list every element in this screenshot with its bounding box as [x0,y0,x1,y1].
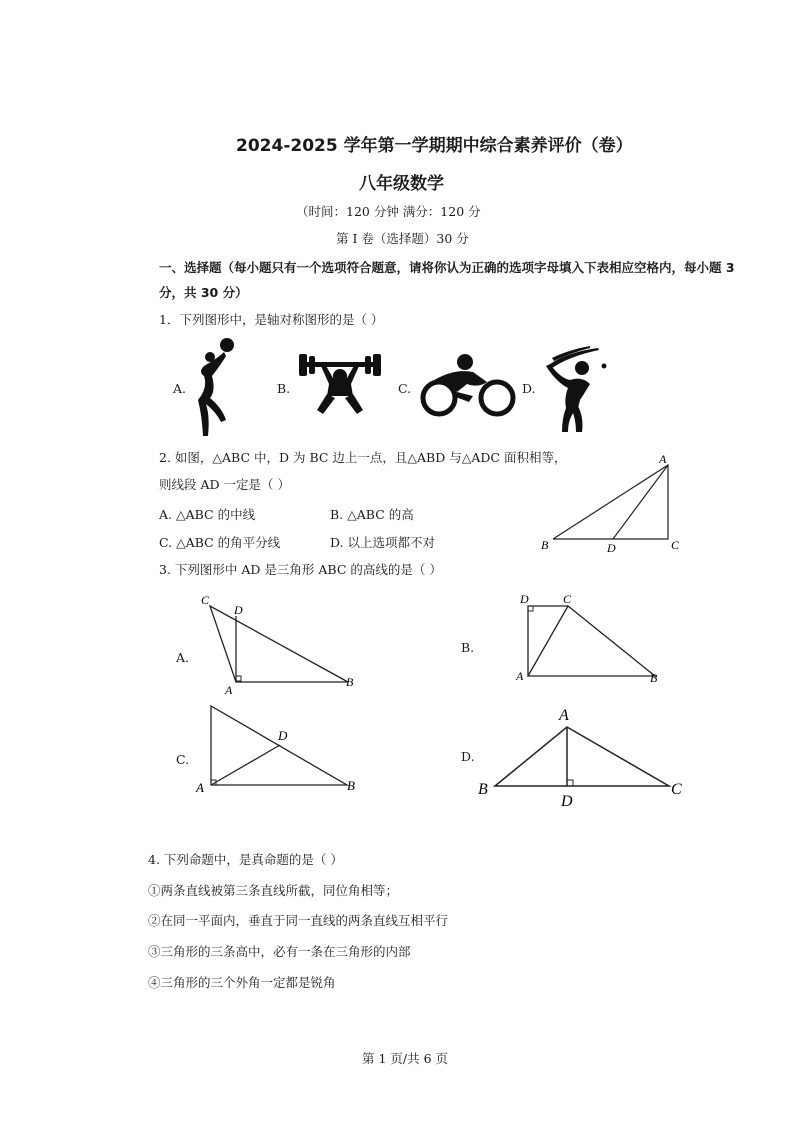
q3-option-b-label: B. [461,640,475,655]
q2-option-c: C. △ABC 的角平分线 [159,535,281,550]
section-intro-line2: 分，共 30 分） [159,285,248,300]
q3-figure-a [195,588,365,698]
q3a-label-a: A [225,683,233,697]
q3c-label-b: B [347,778,355,793]
q1-stem: 1．下列图形中，是轴对称图形的是（ ） [159,312,384,327]
q2-triangle-figure [535,448,695,558]
subject-title: 八年级数学 [359,174,444,194]
q1-option-b-label: B. [277,381,291,396]
q4-statement-3: ③三角形的三条高中，必有一条在三角形的内部 [148,944,411,959]
q1-option-a-label: A. [173,381,187,396]
time-score-info: （时间：120 分钟 满分：120 分 [296,204,481,219]
q2-label-c: C [671,538,680,552]
q3c-label-a: A [196,780,204,795]
weightlifter-icon [297,350,383,418]
q1-option-c-label: C. [398,381,412,396]
q3b-label-b: B [650,671,658,685]
q2-stem-line2: 则线段 AD 一定是（ ） [159,477,290,492]
q3-stem: 3. 下列图形中 AD 是三角形 ABC 的高线的是（ ） [159,562,442,577]
exam-title: 2024-2025 学年第一学期期中综合素养评价（卷） [236,136,633,156]
q3b-label-d: D [520,592,529,606]
q2-stem-line1: 2. 如图，△ABC 中，D 为 BC 边上一点，且△ABD 与△ADC 面积相等， [159,450,567,465]
q3-figure-d [475,702,685,812]
page-number: 第 1 页/共 6 页 [362,1051,449,1066]
q2-label-a: A [659,452,667,466]
volleyball-player-icon [190,336,250,438]
q2-option-a: A. △ABC 的中线 [159,507,256,522]
q3-figure-c [192,700,362,800]
q3d-label-a: A [559,707,569,724]
q3-option-c-label: C. [176,752,190,767]
badminton-player-icon [538,342,610,434]
q3d-label-b: B [478,781,488,798]
cyclist-icon [417,352,521,418]
q3a-label-b: B [346,675,354,689]
q3a-label-c: C [201,593,210,607]
q4-statement-4: ④三角形的三个外角一定都是锐角 [148,975,336,990]
q3b-label-a: A [516,669,524,683]
q2-label-b: B [541,538,549,552]
part-heading: 第 I 卷（选择题）30 分 [336,231,469,246]
q3-figure-b [510,588,670,688]
q2-option-d: D. 以上选项都不对 [330,535,436,550]
q3b-label-c: C [563,592,572,606]
q2-label-d: D [607,541,616,555]
q4-statement-1: ①两条直线被第三条直线所截，同位角相等； [148,883,399,898]
q4-statement-2: ②在同一平面内，垂直于同一直线的两条直线互相平行 [148,913,449,928]
q3d-label-d: D [561,793,573,810]
q4-stem: 4. 下列命题中，是真命题的是（ ） [148,852,343,867]
q3a-label-d: D [234,603,243,617]
q2-option-b: B. △ABC 的高 [330,507,414,522]
q3d-label-c: C [671,781,682,798]
q3c-label-d: D [278,728,288,743]
q3-option-d-label: D. [461,749,475,764]
q3-option-a-label: A. [176,650,190,665]
section-intro-line1: 一、选择题（每小题只有一个选项符合题意，请将你认为正确的选项字母填入下表相应空格内，每小题 3 [159,260,735,275]
q1-option-d-label: D. [522,381,536,396]
